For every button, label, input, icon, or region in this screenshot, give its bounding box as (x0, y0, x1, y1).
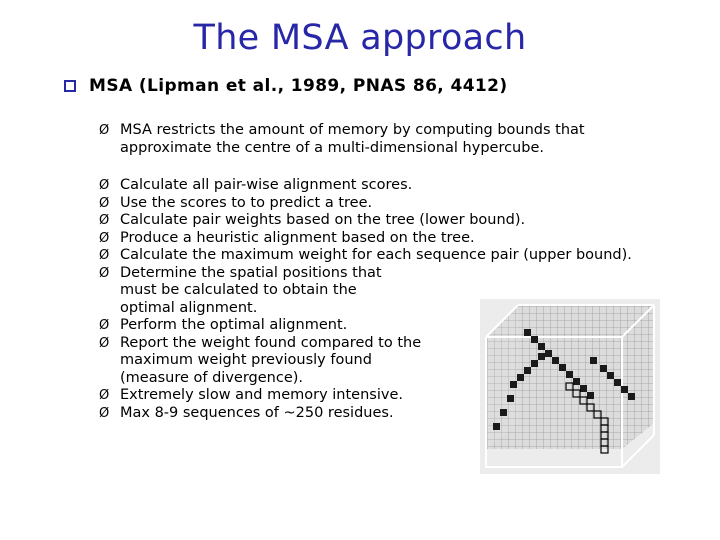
arrow-bullet-icon: Ø (99, 248, 110, 263)
list-item (99, 195, 659, 213)
arrow-bullet-icon: Ø (99, 123, 110, 138)
arrow-bullet-icon: Ø (99, 335, 110, 351)
section-heading-text: MSA (Lipman et al., 1989, PNAS 86, 4412) (89, 76, 508, 96)
arrow-bullet-icon: Ø (99, 213, 110, 228)
intro-text: MSA restricts the amount of memory by computing bounds that approximate the centre of a multi-dimensional hypercube. (120, 122, 585, 156)
bullet-text: Report the weight found compared to the maximum weight previously found (measure of divergence). (120, 334, 422, 386)
hypercube-figure (480, 299, 660, 474)
list-item (99, 122, 659, 157)
bullet-text: Determine the spatial positions that must be calculated to obtain the optimal alignment. (120, 264, 382, 316)
bullet-text: Max 8-9 sequences of ~250 residues. (120, 404, 394, 421)
list-item (99, 247, 659, 265)
list-item (99, 212, 659, 230)
list-item (99, 265, 410, 318)
square-bullet-icon (64, 80, 76, 92)
arrow-bullet-icon: Ø (99, 388, 110, 403)
list-item (99, 230, 659, 248)
arrow-bullet-icon: Ø (99, 405, 110, 421)
arrow-bullet-icon: Ø (99, 195, 110, 211)
bullet-text: Extremely slow and memory intensive. (120, 387, 403, 403)
list-item (99, 177, 659, 195)
bullet-text: Produce a heuristic alignment based on the tree. (120, 229, 475, 246)
arrow-bullet-icon: Ø (99, 230, 110, 246)
spacer (99, 157, 659, 177)
bullet-text: Calculate the maximum weight for each sequence pair (upper bound). (120, 247, 632, 263)
arrow-bullet-icon: Ø (99, 318, 110, 333)
3d-grid-hypercube-icon (480, 299, 660, 474)
arrow-bullet-icon: Ø (99, 178, 110, 193)
bullet-text: Perform the optimal alignment. (120, 317, 348, 333)
section-heading (64, 76, 508, 96)
bullet-text: Use the scores to to predict a tree. (120, 194, 373, 211)
bullet-text: Calculate pair weights based on the tree (lower bound). (120, 212, 526, 228)
arrow-bullet-icon: Ø (99, 265, 110, 281)
slide-title: The MSA approach (193, 18, 527, 58)
list-item (99, 335, 430, 388)
bullet-text: Calculate all pair-wise alignment scores. (120, 177, 413, 193)
